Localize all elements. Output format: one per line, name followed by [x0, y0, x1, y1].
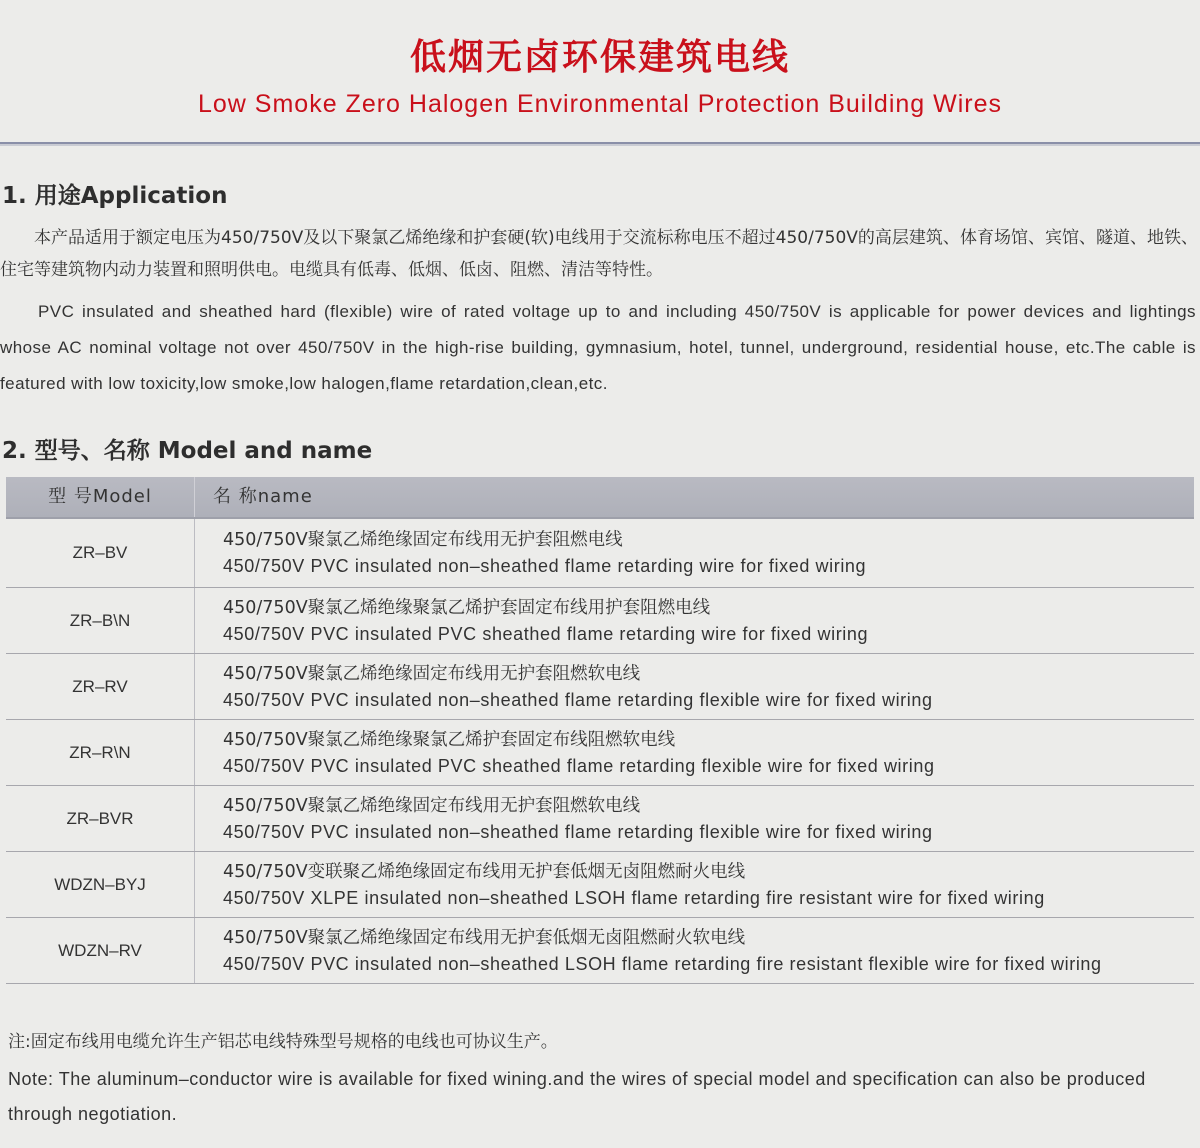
table-row — [6, 654, 1194, 720]
table-header-name: 名 称name — [213, 486, 313, 507]
name-english: 450/750V PVC insulated non–sheathed LSOH flame retarding fire resistant flexible wire for fixed wiring — [223, 953, 1102, 974]
name-english: 450/750V PVC insulated PVC sheathed flame retarding flexible wire for fixed wiring — [223, 755, 935, 776]
table-row — [6, 588, 1194, 654]
name-chinese: 450/750V聚氯乙烯绝缘固定布线用无护套阻燃软电线 — [223, 795, 641, 816]
table-row — [6, 519, 1194, 588]
application-paragraph-chinese: 本产品适用于额定电压为450/750V及以下聚氯乙烯绝缘和护套硬(软)电线用于交流标称电压不超过450/750V的高层建筑、体育场馆、宾馆、隧道、地铁、住宅等建筑物内动力装置和照明供电。电缆具有低毒、低烟、低卤、阻燃、清洁等特性。 — [0, 228, 1198, 280]
section-heading-model-and-name: 2. 型号、名称 Model and name — [2, 438, 373, 464]
model-cell: ZR–RV — [6, 654, 195, 719]
name-chinese: 450/750V聚氯乙烯绝缘固定布线用无护套阻燃软电线 — [223, 663, 641, 684]
name-cell — [195, 588, 1194, 653]
name-cell — [195, 720, 1194, 785]
title-divider — [0, 142, 1200, 146]
section-heading-application: 1. 用途Application — [2, 183, 228, 209]
note-english: Note: The aluminum–conductor wire is available for fixed wining.and the wires of special model and specification can also be produced through negotiation. — [8, 1069, 1146, 1124]
name-english: 450/750V PVC insulated PVC sheathed flame retarding wire for fixed wiring — [223, 623, 869, 644]
name-chinese: 450/750V聚氯乙烯绝缘固定布线用无护套阻燃电线 — [223, 530, 623, 550]
name-english: 450/750V PVC insulated non–sheathed flame retarding flexible wire for fixed wiring — [223, 689, 933, 710]
model-cell: ZR–R\N — [6, 720, 195, 785]
name-cell — [195, 654, 1194, 719]
title-block — [0, 34, 1200, 120]
name-chinese: 450/750V变联聚乙烯绝缘固定布线用无护套低烟无卤阻燃耐火电线 — [223, 861, 746, 882]
table-row — [6, 786, 1194, 852]
table-row — [6, 918, 1194, 984]
application-paragraph-english: PVC insulated and sheathed hard (flexible) wire of rated voltage up to and including 450/750V is applicable for power devices and lightings whose AC nominal voltage not over 450/750V in the high-rise building, gymnasium, hotel, tunnel, underground, residential house, etc.The cable is featured with low toxicity,low smoke,low halogen,flame retardation,clean,etc. — [0, 302, 1196, 393]
model-cell: ZR–BVR — [6, 786, 195, 851]
model-cell: ZR–B\N — [6, 588, 195, 653]
name-cell — [195, 786, 1194, 851]
model-cell: WDZN–RV — [6, 918, 195, 983]
page-title-chinese: 低烟无卤环保建筑电线 — [409, 37, 790, 78]
model-cell: ZR–BV — [6, 519, 195, 587]
page-title-english: Low Smoke Zero Halogen Environmental Protection Building Wires — [197, 90, 1003, 118]
table-header-model: 型 号Model — [6, 477, 195, 517]
model-name-table — [6, 477, 1194, 984]
note-chinese: 注:固定布线用电缆允许生产铝芯电线特殊型号规格的电线也可协议生产。 — [8, 1032, 558, 1052]
model-cell: WDZN–BYJ — [6, 852, 195, 917]
name-english: 450/750V PVC insulated non–sheathed flame retarding flexible wire for fixed wiring — [223, 821, 933, 842]
name-chinese: 450/750V聚氯乙烯绝缘聚氯乙烯护套固定布线用护套阻燃电线 — [223, 597, 711, 618]
name-cell — [195, 852, 1194, 917]
table-row — [6, 852, 1194, 918]
table-body — [6, 519, 1194, 984]
table-row — [6, 720, 1194, 786]
name-chinese: 450/750V聚氯乙烯绝缘聚氯乙烯护套固定布线阻燃软电线 — [223, 729, 676, 750]
name-english: 450/750V XLPE insulated non–sheathed LSOH flame retarding fire resistant wire for fixed wiring — [223, 887, 1045, 908]
name-chinese: 450/750V聚氯乙烯绝缘固定布线用无护套低烟无卤阻燃耐火软电线 — [223, 927, 746, 948]
name-english: 450/750V PVC insulated non–sheathed flame retarding wire for fixed wiring — [223, 556, 867, 576]
name-cell — [195, 918, 1194, 983]
name-cell — [195, 519, 1194, 587]
table-header-row — [6, 477, 1194, 519]
